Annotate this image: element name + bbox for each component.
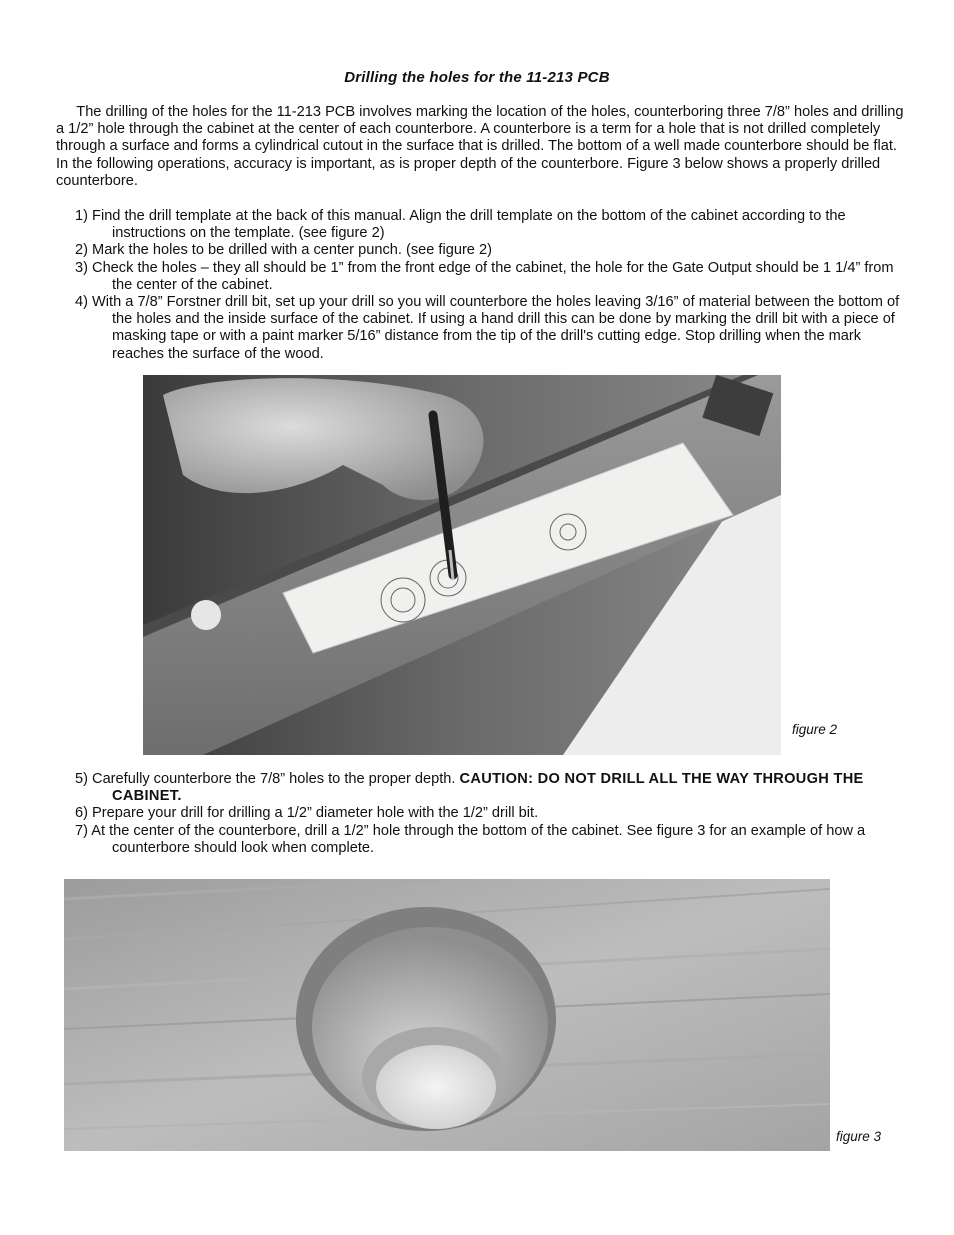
step-5-text: 5) Carefully counterbore the 7/8” holes to the proper depth. (75, 771, 460, 787)
step-1: 1) Find the drill template at the back of this manual. Align the drill template on the bottom of the cabinet according to the instructions on the template. (see figure 2) (75, 208, 846, 242)
intro-text: The drilling of the holes for the 11-213 PCB involves marking the location of the holes, counterboring three 7/8” holes and drilling a 1/2” hole through the cabinet at the center of each counterbore. A counterbore is a term for a hole that is not drilled completely through a surface and forms a cylindrical cutout in the surface that is drilled. The bottom of a well made counterbore should be flat. In the following operations, accuracy is important, as is proper depth of the counterbore. Figure 3 below shows a properly drilled counterbore. (56, 104, 904, 189)
step-5 (56, 771, 906, 805)
figure-2-photo (143, 375, 781, 755)
figure-3-photo (64, 879, 830, 1151)
step-2: 2) Mark the holes to be drilled with a center punch. (see figure 2) (75, 242, 492, 259)
figure-3-caption: figure 3 (836, 1129, 882, 1144)
steps-list-2 (56, 771, 906, 857)
steps-list-1 (56, 208, 906, 363)
step-6: 6) Prepare your drill for drilling a 1/2” diameter hole with the 1/2” drill bit. (75, 805, 539, 822)
figure-2-caption: figure 2 (792, 722, 838, 737)
caution-text: CAUTION: DO NOT DRILL ALL THE WAY THROUGH THE CABINET. (112, 771, 864, 805)
step-4: 4) With a 7/8” Forstner drill bit, set up your drill so you will counterbore the holes leaving 3/16” of material between the bottom of the holes and the inside surface of the cabinet. If using a hand drill this can be done by marking the drill bit with a piece of masking tape or with a paint marker 5/16” distance from the tip of the drill's cutting edge. Stop drilling when the mark reaches the surface of the wood. (75, 294, 900, 362)
section-title: Drilling the holes for the 11-213 PCB (344, 69, 610, 86)
intro-paragraph (56, 104, 906, 190)
step-3: 3) Check the holes – they all should be 1” from the front edge of the cabinet, the hole for the Gate Output should be 1 1/4” from the center of the cabinet. (75, 259, 894, 293)
step-7: 7) At the center of the counterbore, drill a 1/2” hole through the bottom of the cabinet. See figure 3 for an example of how a counterbore should look when complete. (75, 822, 866, 856)
